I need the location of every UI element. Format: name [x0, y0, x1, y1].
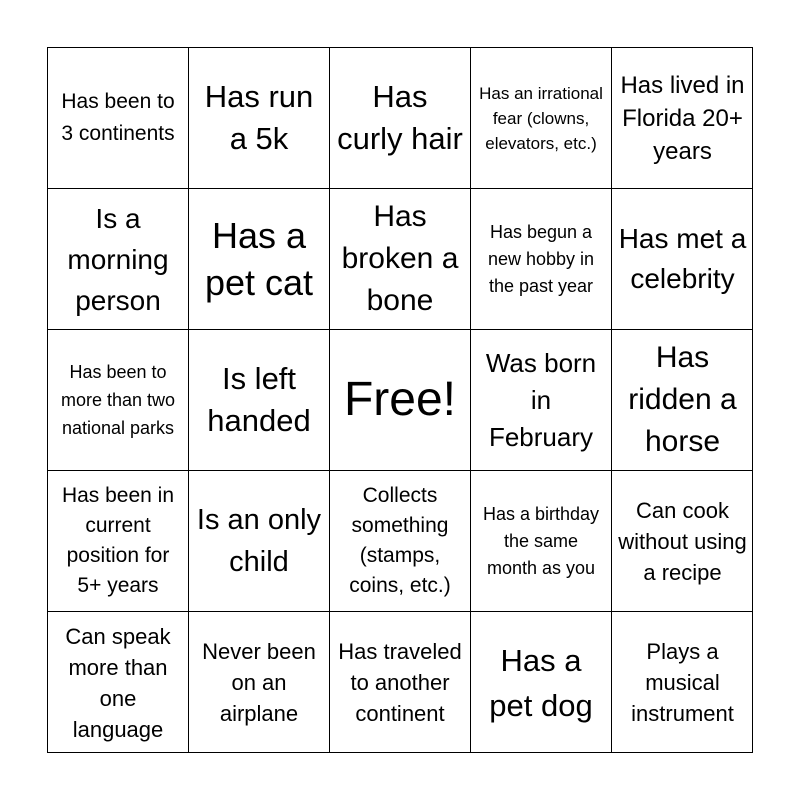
- cell-label: Collects something (stamps, coins, etc.): [349, 484, 451, 597]
- cell-label: Has been in current position for 5+ years: [61, 484, 175, 597]
- bingo-cell[interactable]: [471, 612, 612, 753]
- bingo-grid: [48, 48, 752, 752]
- cell-label: Has been to 3 continents: [61, 90, 175, 145]
- free-space-cell[interactable]: [330, 330, 471, 471]
- bingo-cell[interactable]: [189, 612, 330, 753]
- cell-label: Has been to more than two national parks: [60, 362, 176, 438]
- bingo-cell[interactable]: [48, 471, 189, 612]
- bingo-cell[interactable]: [330, 471, 471, 612]
- bingo-cell[interactable]: [48, 330, 189, 471]
- bingo-cell[interactable]: [612, 48, 753, 189]
- cell-label: Plays a musical instrument: [631, 639, 734, 726]
- cell-label: Has lived in Florida 20+ years: [620, 71, 745, 165]
- bingo-cell[interactable]: [612, 189, 753, 330]
- bingo-cell[interactable]: [330, 189, 471, 330]
- bingo-board: [47, 47, 753, 753]
- cell-label: Has a pet dog: [489, 642, 593, 723]
- cell-label: Can cook without using a recipe: [618, 497, 747, 585]
- bingo-cell[interactable]: [189, 471, 330, 612]
- bingo-cell[interactable]: [48, 189, 189, 330]
- cell-label: Has broken a bone: [341, 200, 459, 317]
- cell-label: Is an only child: [196, 504, 322, 578]
- bingo-cell[interactable]: [471, 48, 612, 189]
- cell-label: Is left handed: [207, 361, 311, 438]
- cell-label: Has curly hair: [337, 79, 463, 156]
- bingo-cell[interactable]: [612, 612, 753, 753]
- cell-label: Has ridden a horse: [628, 341, 737, 458]
- bingo-cell[interactable]: [612, 471, 753, 612]
- cell-label: Has a pet cat: [204, 215, 314, 303]
- bingo-cell[interactable]: [189, 189, 330, 330]
- cell-label: Was born in February: [485, 347, 597, 452]
- bingo-cell[interactable]: [471, 330, 612, 471]
- bingo-cell[interactable]: [189, 48, 330, 189]
- cell-label: Can speak more than one language: [65, 623, 171, 742]
- cell-label: Has begun a new hobby in the past year: [487, 221, 595, 296]
- cell-label: Has run a 5k: [204, 79, 314, 156]
- cell-label: Never been on an airplane: [202, 639, 316, 726]
- cell-label: Has a birthday the same month as you: [482, 503, 600, 578]
- bingo-cell[interactable]: [612, 330, 753, 471]
- bingo-cell[interactable]: [189, 330, 330, 471]
- cell-label: Has traveled to another continent: [338, 639, 462, 726]
- cell-label: Is a morning person: [67, 202, 169, 316]
- cell-label: Has an irrational fear (clowns, elevators, etc.): [479, 83, 603, 153]
- free-space-label: Free!: [343, 373, 457, 426]
- bingo-cell[interactable]: [471, 471, 612, 612]
- bingo-cell[interactable]: [330, 48, 471, 189]
- bingo-cell[interactable]: [471, 189, 612, 330]
- bingo-cell[interactable]: [48, 48, 189, 189]
- bingo-cell[interactable]: [330, 612, 471, 753]
- bingo-cell[interactable]: [48, 612, 189, 753]
- cell-label: Has met a celebrity: [618, 223, 747, 294]
